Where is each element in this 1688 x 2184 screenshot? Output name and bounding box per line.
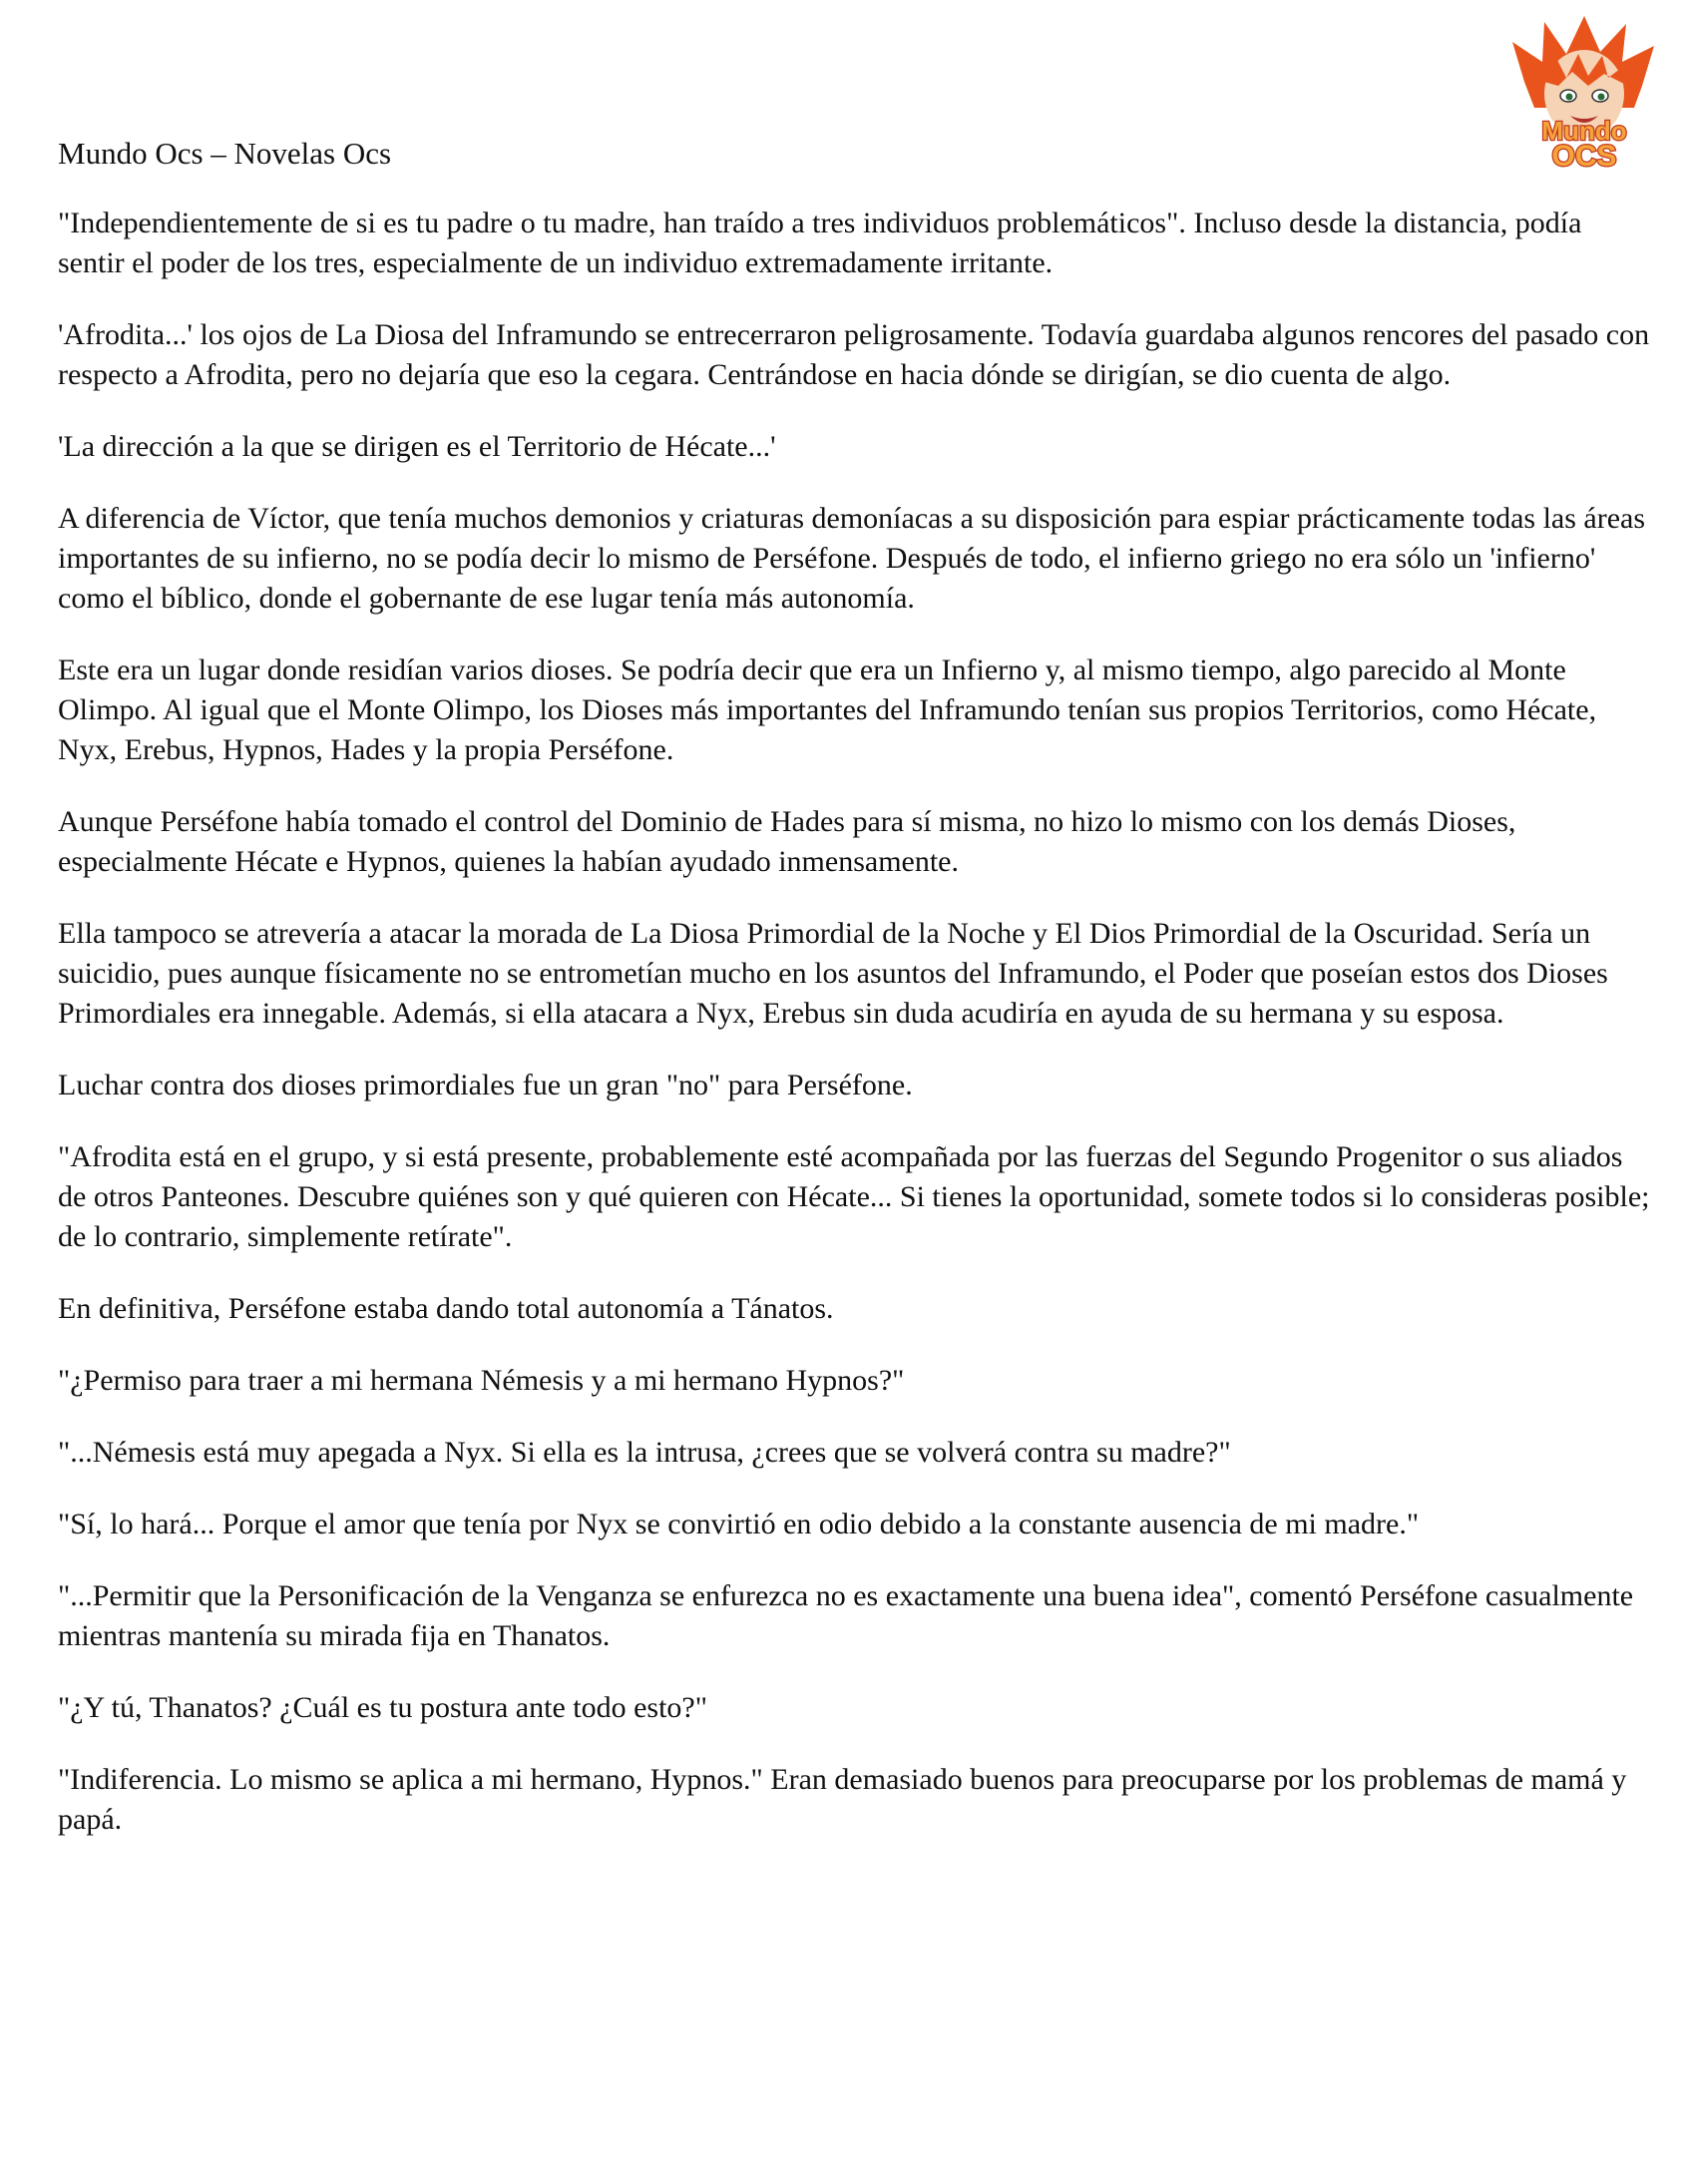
svg-text:Mundo: Mundo — [1541, 116, 1627, 146]
svg-text:OCS: OCS — [1551, 140, 1617, 172]
paragraph: "Indiferencia. Lo mismo se aplica a mi hermano, Hypnos." Eran demasiado buenos para preocuparse por los problemas de mamá y papá. — [58, 1763, 1627, 1836]
paragraph: "¿Y tú, Thanatos? ¿Cuál es tu postura ante todo esto?" — [58, 1691, 707, 1724]
paragraph: A diferencia de Víctor, que tenía muchos demonios y criaturas demoníacas a su disposición para espiar prácticamente todas las áreas importantes de su infierno, no se podía decir lo mismo de Perséfone. Después de todo, el infierno griego no era sólo un 'infierno' como el bíblico, donde el gobernante de ese lugar tenía más autonomía. — [58, 502, 1646, 615]
document-body — [58, 204, 1654, 1872]
document-header: Mundo Ocs – Novelas Ocs — [58, 136, 392, 171]
paragraph: "...Némesis está muy apegada a Nyx. Si ella es la intrusa, ¿crees que se volverá contra su madre?" — [58, 1436, 1231, 1469]
paragraph: Ella tampoco se atrevería a atacar la morada de La Diosa Primordial de la Noche y El Dios Primordial de la Oscuridad. Sería un suicidio, pues aunque físicamente no se entrometían mucho en los asuntos del Inframundo, el Poder que poseían estos dos Dioses Primordiales era innegable. Además, si ella atacara a Nyx, Erebus sin duda acudiría en ayuda de su hermana y su esposa. — [58, 917, 1608, 1030]
paragraph: En definitiva, Perséfone estaba dando total autonomía a Tánatos. — [58, 1292, 834, 1325]
paragraph: Este era un lugar donde residían varios dioses. Se podría decir que era un Infierno y, al mismo tiempo, algo parecido al Monte Olimpo. Al igual que el Monte Olimpo, los Dioses más importantes del Inframundo tenían sus propios Territorios, como Hécate, Nyx, Erebus, Hypnos, Hades y la propia Perséfone. — [58, 654, 1597, 766]
paragraph: 'Afrodita...' los ojos de La Diosa del Inframundo se entrecerraron peligrosamente. Todavía guardaba algunos rencores del pasado con respecto a Afrodita, pero no dejaría que eso la cegara. Centrándose en hacia dónde se dirigían, se dio cuenta de algo. — [58, 318, 1650, 391]
paragraph: "Afrodita está en el grupo, y si está presente, probablemente esté acompañada por las fuerzas del Segundo Progenitor o sus aliados de otros Panteones. Descubre quiénes son y qué quieren con Hécate... Si tienes la oportunidad, somete todos si lo consideras posible; de lo contrario, simplemente retírate". — [58, 1140, 1650, 1253]
paragraph: 'La dirección a la que se dirigen es el Territorio de Hécate...' — [58, 430, 776, 463]
paragraph: "¿Permiso para traer a mi hermana Némesis y a mi hermano Hypnos?" — [58, 1364, 905, 1397]
paragraph: Luchar contra dos dioses primordiales fue un gran "no" para Perséfone. — [58, 1069, 913, 1101]
paragraph: "Independientemente de si es tu padre o tu madre, han traído a tres individuos problemáticos". Incluso desde la distancia, podía sentir el poder de los tres, especialmente de un individuo extremadamente irritante. — [58, 207, 1582, 279]
mundo-ocs-logo — [1504, 12, 1664, 172]
paragraph: Aunque Perséfone había tomado el control del Dominio de Hades para sí misma, no hizo lo mismo con los demás Dioses, especialmente Hécate e Hypnos, quienes la habían ayudado inmensamente. — [58, 805, 1516, 878]
paragraph: "...Permitir que la Personificación de la Venganza se enfurezca no es exactamente una buena idea", comentó Perséfone casualmente mientras mantenía su mirada fija en Thanatos. — [58, 1579, 1634, 1652]
paragraph: "Sí, lo hará... Porque el amor que tenía por Nyx se convirtió en odio debido a la constante ausencia de mi madre." — [58, 1508, 1420, 1540]
